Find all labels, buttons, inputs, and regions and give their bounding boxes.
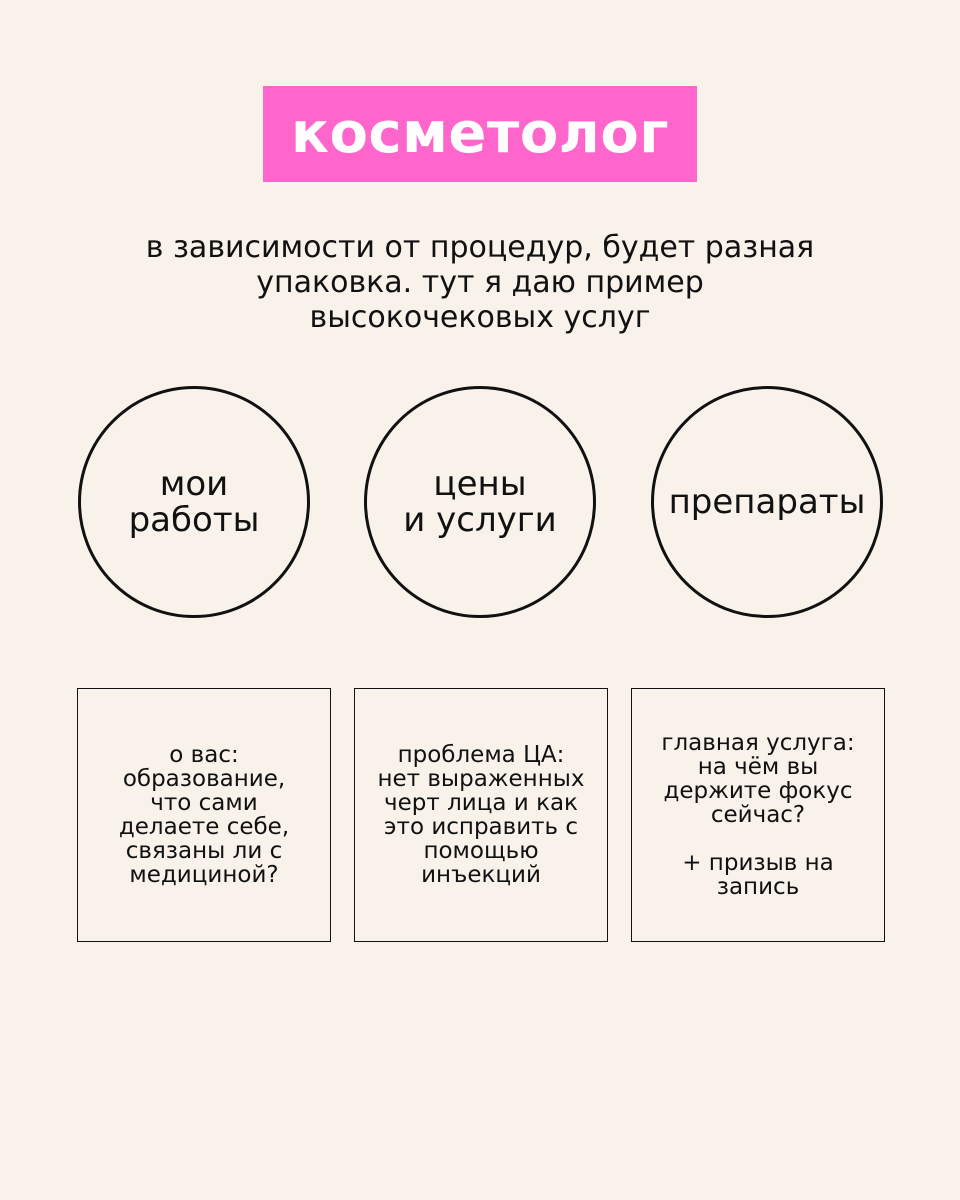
- card-text-line: делаете себе,: [118, 814, 290, 840]
- card-text-line: сейчас?: [710, 802, 806, 828]
- card-audience-problem: [354, 688, 608, 942]
- card-text-line: на чём вы: [697, 754, 819, 780]
- card-text-line: это исправить с: [383, 814, 579, 840]
- circle-products: [651, 386, 883, 618]
- page-title: косметолог: [290, 101, 670, 166]
- circle-label: и услуги: [403, 500, 557, 540]
- card-text-line: образование,: [122, 766, 286, 792]
- card-call-to-action: + призыв на: [682, 850, 834, 876]
- subtitle-line: упаковка. тут я даю пример: [256, 265, 704, 300]
- circle-label: цены: [433, 464, 527, 504]
- subtitle: [80, 230, 880, 335]
- card-text-line: держите фокус: [663, 778, 853, 804]
- card-text-line: медициной?: [129, 862, 279, 888]
- card-text-line: связаны ли с: [125, 838, 283, 864]
- circle-label: препараты: [668, 482, 866, 522]
- card-text-line: что сами: [150, 790, 258, 816]
- subtitle-line: в зависимости от процедур, будет разная: [145, 230, 815, 265]
- card-text-line: о вас:: [169, 742, 239, 768]
- circle-label: работы: [128, 500, 260, 540]
- card-text-line: черт лица и как: [384, 790, 578, 816]
- circle-label: мои: [159, 464, 229, 504]
- card-text-line: проблема ЦА:: [397, 742, 565, 768]
- subtitle-line: высокочековых услуг: [309, 300, 651, 335]
- title-banner: [263, 86, 697, 182]
- card-text-line: главная услуга:: [661, 730, 855, 756]
- circle-prices-services: [364, 386, 596, 618]
- card-text-line: инъекций: [421, 862, 541, 888]
- card-main-service: [631, 688, 885, 942]
- card-about-you: [77, 688, 331, 942]
- card-call-to-action: запись: [716, 874, 800, 900]
- card-text-line: помощью: [423, 838, 539, 864]
- card-text-line: нет выраженных: [377, 766, 585, 792]
- circle-my-works: [78, 386, 310, 618]
